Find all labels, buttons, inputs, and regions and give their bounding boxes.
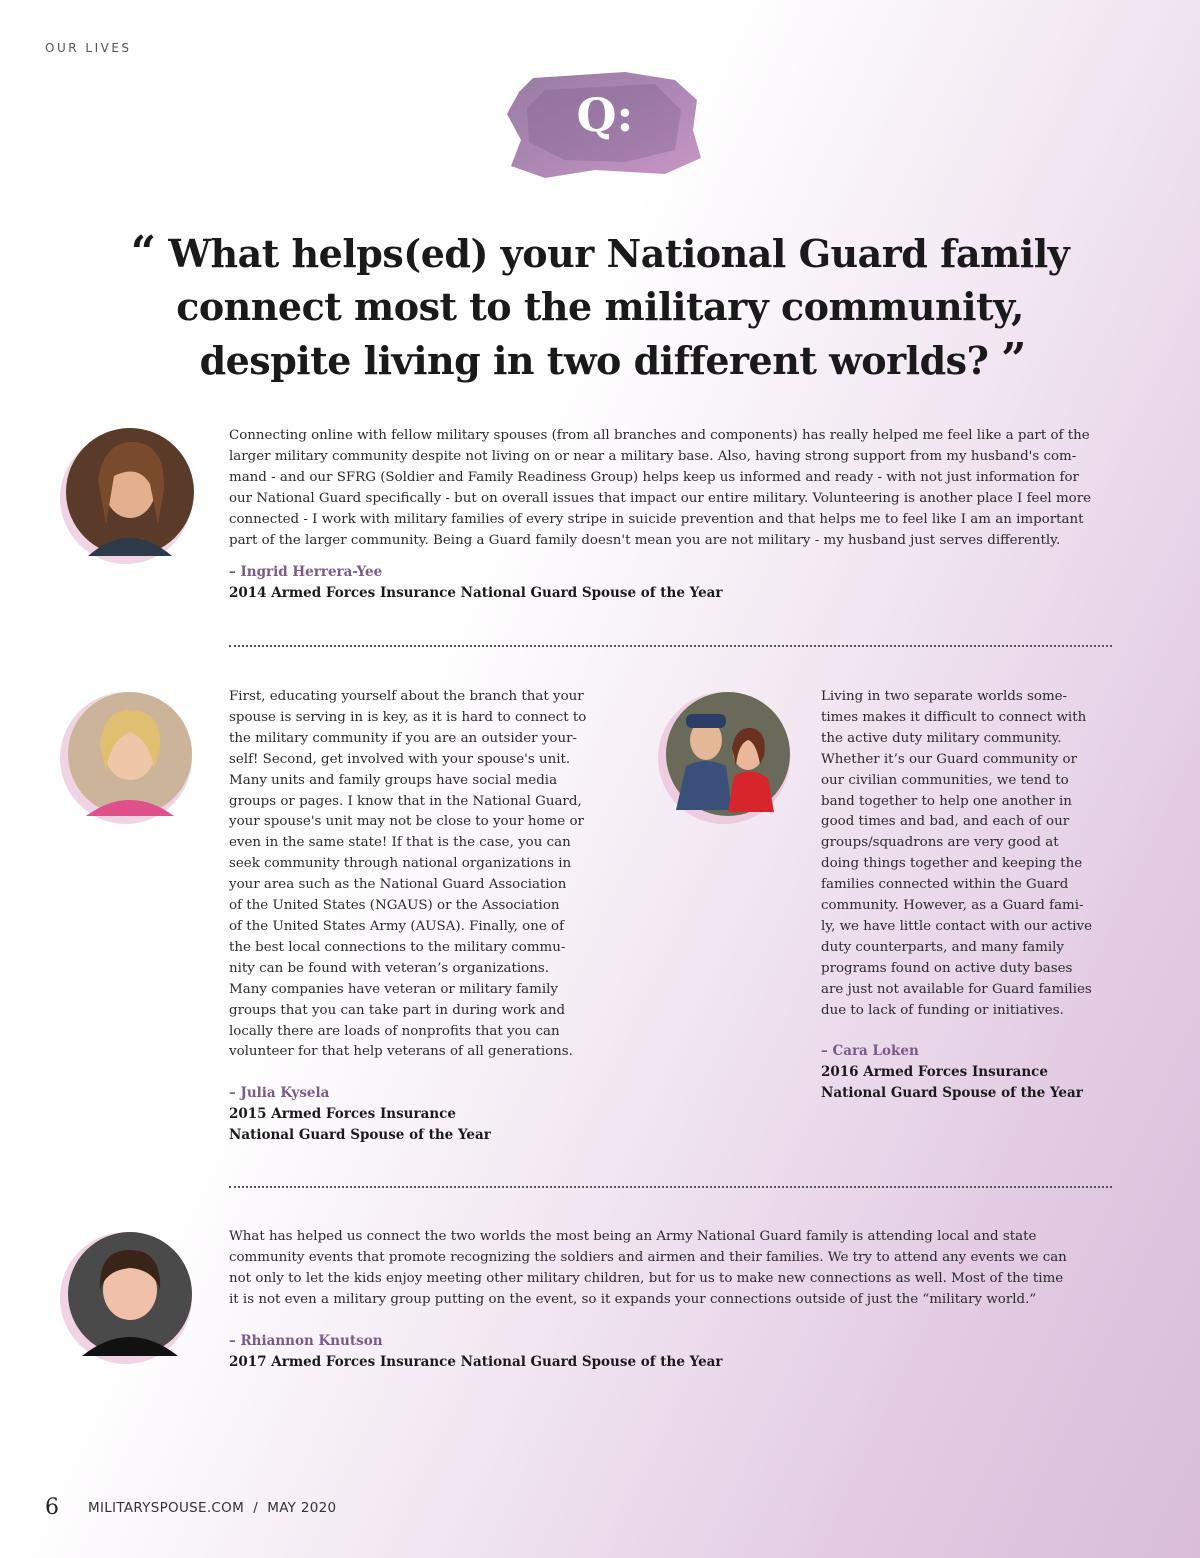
headline-text-1: What helps(ed) your National Guard family	[168, 231, 1070, 276]
author-title-2: 2015 Armed Forces Insurance National Guard Spouse of the Year	[229, 1106, 491, 1143]
author-title-4: 2017 Armed Forces Insurance National Guard Spouse of the Year	[229, 1354, 723, 1370]
author-name-4: – Rhiannon Knutson	[229, 1333, 383, 1349]
response-text-2: First, educating yourself about the branch that your spouse is serving in is key, as it is hard to connect to the military community if you are an outsider your- self! Second, get involved with your spouse's unit. Many units and family groups have social media groups or pages. I know that in the National Guard, your spouse's unit may not be close to your home or even in the same state! If that is the case, you can seek community through national organizations in your area such as the National Guard Association of the United States (NGAUS) or the Association of the United States Army (AUSA). Finally, one of the best local connections to the military commu- nity can be found with veteran’s organizations. Many companies have veteran or military family groups that you can take part in during work and locally there are loads of nonprofits that you can volunteer for that help veterans of all generations.	[229, 689, 587, 1060]
open-quote: “	[130, 227, 156, 278]
footer-publication: MILITARYSPOUSE.COM / MAY 2020	[88, 1500, 337, 1516]
dotted-divider	[229, 1186, 1112, 1188]
portrait-avatar-couple	[656, 686, 796, 826]
author-name-2: – Julia Kysela	[229, 1085, 330, 1101]
portrait-avatar	[58, 686, 198, 826]
headline-line-1	[120, 226, 1080, 280]
dotted-divider	[229, 645, 1112, 647]
portrait-avatar	[58, 1226, 198, 1366]
section-label: OUR LIVES	[45, 41, 132, 55]
headline-line-2: connect most to the military community,	[176, 284, 1024, 329]
response-text-1: Connecting online with fellow military spouses (from all branches and components) has really helped me feel like a part of the larger military community despite not living on or near a military base. Also, having strong support from my husband's com- mand - and our SFRG (Soldier and Family Readiness Group) helps keep us informed and ready - with not just information for our National Guard specifically - but on overall issues that impact our entire military. Volunteering is another place I feel more connected - I work with military families of every stripe in suicide prevention and that helps me to feel like I am an important part of the larger community. Being a Guard family doesn't mean you are not military - my husband just serves differently.	[229, 428, 1092, 548]
author-name-1: – Ingrid Herrera-Yee	[229, 564, 383, 580]
author-title-3: 2016 Armed Forces Insurance National Guard Spouse of the Year	[821, 1064, 1083, 1101]
response-text-3: Living in two separate worlds some- times makes it difficult to connect with the active duty military community. Whether it’s our Guard community or our civilian communities, we tend to band together to help one another in good times and bad, and each of our groups/squadrons are very good at doing things together and keeping the families connected within the Guard community. However, as a Guard fami- ly, we have little contact with our active duty counterparts, and many family programs found on active duty bases are just not available for Guard families due to lack of funding or initiatives.	[821, 689, 1093, 1018]
page-number: 6	[45, 1495, 59, 1520]
headline-question	[120, 226, 1080, 387]
close-quote: ”	[1001, 334, 1026, 385]
q-label: Q:	[576, 88, 634, 142]
headline-text-3: despite living in two different worlds?	[199, 338, 989, 383]
response-text-4: What has helped us connect the two worlds the most being an Army National Guard family is attending local and state community events that promote recognizing the soldiers and airmen and their families. We try to attend any events we can not only to let the kids enjoy meeting other military children, but for us to make new connections as well. Most of the time it is not even a military group putting on the event, so it expands your connections outside of just the “military world.”	[229, 1229, 1067, 1307]
headline-line-3	[120, 333, 1080, 387]
author-name-3: – Cara Loken	[821, 1043, 919, 1059]
portrait-avatar	[58, 424, 198, 564]
author-title-1: 2014 Armed Forces Insurance National Guard Spouse of the Year	[229, 585, 723, 601]
